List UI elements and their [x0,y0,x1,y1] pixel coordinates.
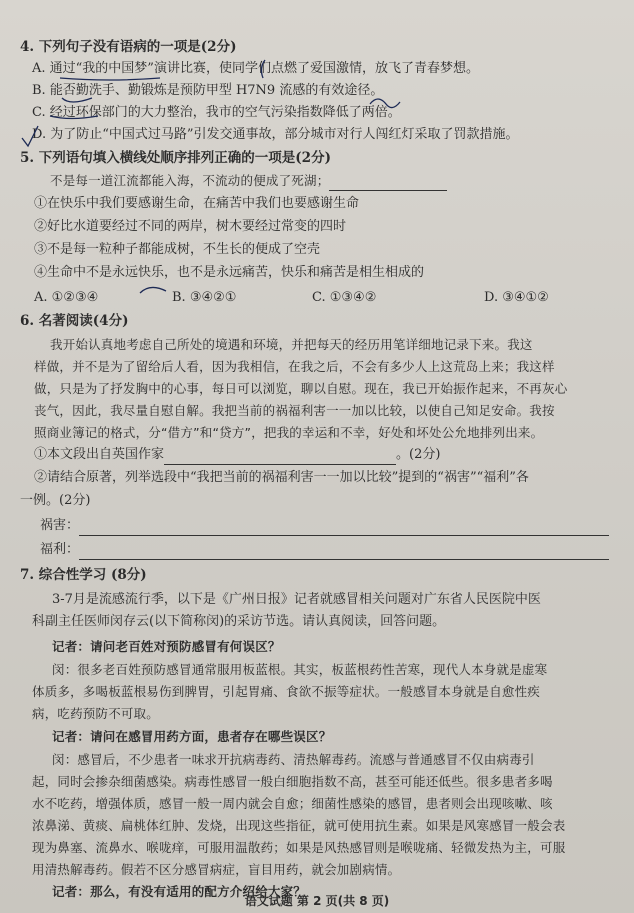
q5-choice-d: D. ③④①② [484,290,549,305]
pen-slash-a [261,60,265,78]
q7-dialog-line-2: 闵：很多老百姓预防感冒通常服用板蓝根。其实，板蓝根药性苦寒，现代人本身就是虚寒 [52,662,548,677]
q7-dialog-line-3: 体质多，多喝板蓝根易伤到脾胃，引起胃痛、食欲不振等症状。一般感冒本身就是自愈性疾 [32,684,541,699]
q7-dialog-line-4: 病，吃药预防不可取。 [32,706,160,721]
q5-stem: 5. 下列语句填入横线处顺序排列正确的一项是(2分) [20,150,331,166]
q4-option-d: D. 为了防止“中国式过马路”引发交通事故，部分城市对行人闯红灯采取了罚款措施。 [32,127,519,142]
q6-sub2-cont: 一例。(2分) [20,493,91,508]
q7-dialog-line-12: 记者：那么，有没有适用的配方介绍给大家？ [52,884,307,899]
q5-choice-c: C. ①③④② [312,290,377,305]
q6-stem: 6. 名著阅读(4分) [20,313,129,329]
q7-dialog-line-8: 水不吃药，增强体质，感冒一般一周内就会自愈；细菌性感染的感冒，患者则会出现咳嗽、咳 [32,796,553,811]
pen-mark-b [62,98,92,102]
q6-benefit-label: 福利： [40,542,80,557]
q7-dialog-line-10: 现为鼻塞、流鼻水、喉咙痒，可服用温散药；如果是风热感冒则是喉咙痛、轻微发热为主，可服 [32,840,566,855]
pen-underline-c [50,116,98,119]
q6-sub2: ②请结合原著，列举选段中“我把当前的祸福利害一一加以比较”提到的“祸害”“福利”各 [34,470,529,485]
q6-passage-line-5: 照商业簿记的格式，分“借方”和“贷方”，把我的幸运和不幸，好处和坏处公允地排列出来。 [34,425,544,440]
q4-stem: 4. 下列句子没有语病的一项是(2分) [20,39,237,55]
q5-lead-text: 不是每一道江流都能入海，不流动的便成了死湖； [50,173,330,188]
q7-dialog-line-7: 起，同时会掺杂细菌感染。病毒性感冒一般白细胞指数不高，甚至可能还低些。很多患者多喝 [32,774,553,789]
q5-choice-a: A. ①②③④ [34,290,99,305]
pen-mark-q5 [140,287,166,293]
q4-option-c: C. 经过环保部门的大力整治，我市的空气污染指数降低了两倍。 [32,105,401,120]
q7-dialog-line-6: 闵：感冒后，不少患者一味求开抗病毒药、清热解毒药。流感与普通感冒不仅由病毒引 [52,752,535,767]
q7-stem: 7. 综合性学习 (8分) [20,567,147,583]
q5-item-2: ②好比水道要经过不同的两岸，树木要经过常变的四时 [34,219,347,234]
q4-option-b: B. 能否勤洗手、勤锻炼是预防甲型 H7N9 流感的有效途径。 [32,83,384,98]
q6-sub1-end: 。(2分) [396,447,441,462]
q6-passage-line-3: 做，只是为了抒发胸中的心事，每日可以浏览，聊以自慰。现在，我已开始振作起来，不再灰心 [34,381,568,396]
q7-dialog-line-9: 浓鼻涕、黄痰、扁桃体红肿、发烧，出现这些指征，就可使用抗生素。如果是风寒感冒一般会表 [32,818,566,833]
q7-dialog-line-11: 用清热解毒药。假若不区分感冒病症，盲目用药，就会加剧病情。 [32,862,401,877]
q5-choice-b: B. ③④②① [172,290,237,305]
pen-mark-c [370,99,400,108]
q5-item-4: ④生命中不是永远快乐，也不是永远痛苦，快乐和痛苦是相生相成的 [34,265,425,280]
q6-sub1-text: ①本文段出自英国作家 [34,447,165,462]
q5-item-1: ①在快乐中我们要感谢生命，在痛苦中我们也要感谢生命 [34,196,360,211]
q6-passage-line-4: 丧气，因此，我尽量自慰自解。我把当前的祸福利害一一加以比较，以使自己知足安命。我按 [34,403,555,418]
q7-dialog-line-5: 记者：请问在感冒用药方面，患者存在哪些误区？ [52,729,332,744]
q5-item-3: ③不是每一粒种子都能成树，不生长的便成了空壳 [34,242,321,257]
q4-option-a: A. 通过“我的中国梦”演讲比赛，使同学们点燃了爱国激情，放飞了青春梦想。 [32,61,479,76]
page-footer: 语文试题 第 2 页(共 8 页) [244,894,390,908]
q6-passage-line-1: 我开始认真地考虑自己所处的境遇和环境，并把每天的经历用笔详细地记录下来。我这 [50,337,533,352]
q7-intro-line-1: 3-7月是流感流行季，以下是《广州日报》记者就感冒相关问题对广东省人民医院中医 [52,592,541,607]
q7-intro-line-2: 科副主任医师闵存云(以下简称闵)的采访节选。请认真阅读，回答问题。 [32,614,446,629]
q6-harm-label: 祸害： [40,518,80,533]
q7-dialog-line-1: 记者：请问老百姓对预防感冒有何误区？ [52,639,281,654]
pen-underline-a [60,78,160,80]
pen-check-d [22,126,38,146]
q6-passage-line-2: 样做，并不是为了留给后人看，因为我相信，在我之后，不会有多少人上这荒岛上来；我这样 [34,359,555,374]
